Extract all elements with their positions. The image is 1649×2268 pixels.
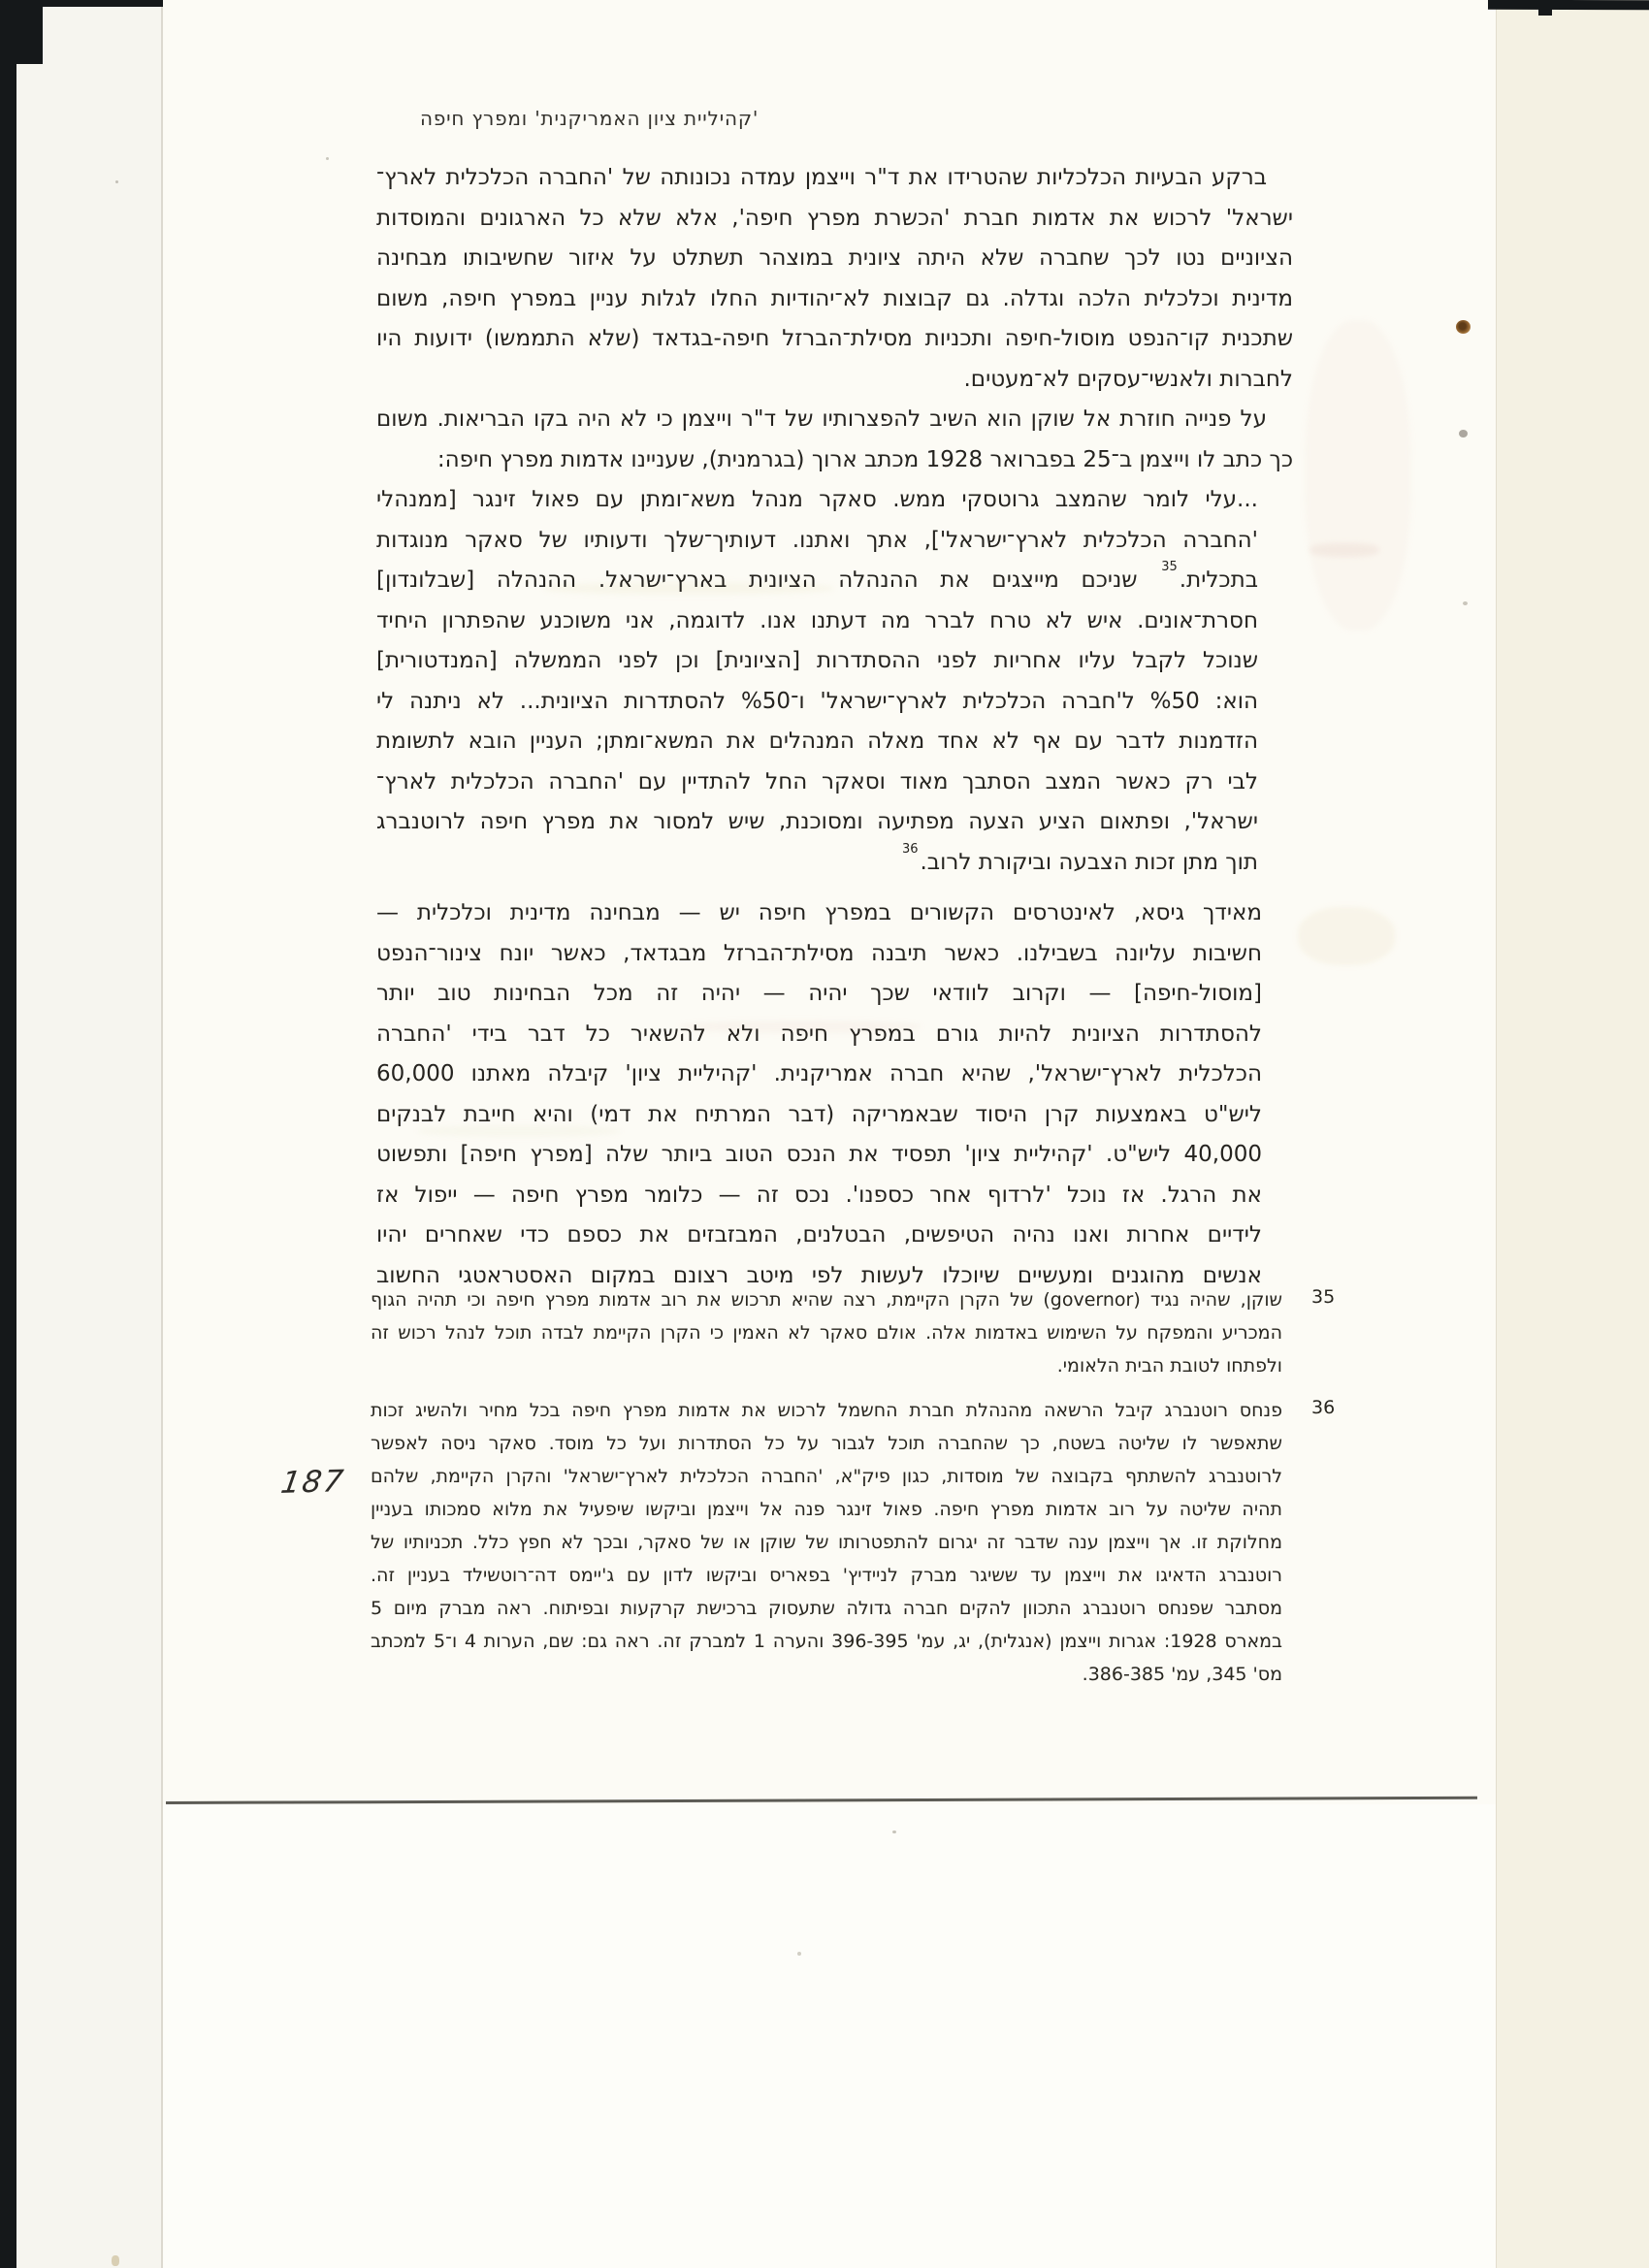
text-line: על פנייה חוזרת אל שוקן הוא השיב להפצרותיו של ד"ר וייצמן כי לא היה בקו הבריאות. משום	[376, 406, 1267, 432]
footnote-line: ולפתחו לטובת הבית הלאומי.	[1056, 1355, 1282, 1377]
text-segment: בתכלית.	[1179, 567, 1258, 593]
footnote-line: שתאפשר לו שליטה בשטח, כך שהחברה תוכל לגבור על כל הסתדרות ועל כל מוסד. סאקר ניסה לאפשר	[371, 1433, 1282, 1454]
footnote-line: מסתבר שפנחס רוטנברג התכוון להקים חברה גדולה שתעסוק ברכישת קרקעות ובפיתוח. ראה מברק מיום 5	[371, 1598, 1282, 1619]
letter-quote-2	[376, 893, 1262, 1296]
running-head: 'קהיליית ציון האמריקנית' ומפרץ חיפה	[420, 107, 760, 130]
scan-left-backing	[16, 0, 163, 2268]
gray-stain	[1459, 430, 1468, 437]
footnote-number-36: 36	[1311, 1397, 1336, 1418]
footnote-35	[371, 1283, 1282, 1382]
text-line: ישראל', ופתאום הציע הצעה מפתיעה ומסוכנת, שיש למסור את מפרץ חיפה לרוטנברג	[376, 809, 1258, 834]
text-line: 40,000 ליש"ט. 'קהיליית ציון' תפסיד את הנכס הטוב ביותר שלה [מפרץ חיפה] ותפשוט	[376, 1142, 1262, 1167]
text-line: 'החברה הכלכלית לארץ־ישראל'], אתך ואתנו. דעותיך־שלך ודעותיו של סאקר מנוגדות	[376, 527, 1258, 553]
text-line: כך כתב לו וייצמן ב־25 בפברואר 1928 מכתב ארוך (בגרמנית), שעניינו אדמות מפרץ חיפה:	[436, 446, 1293, 472]
footnote-number-35: 35	[1311, 1286, 1336, 1308]
scan-black-edge-top-left	[0, 0, 163, 7]
footnote-ref-35: 35	[1161, 560, 1178, 575]
text-line: לבי רק כאשר המצב הסתבך מאוד וסאקר החל להתדיין עם 'החברה הכלכלית לארץ־	[376, 768, 1258, 794]
dust-speck	[797, 1952, 801, 1956]
text-line	[376, 843, 1258, 884]
text-line: חשיבות עליונה בשבילנו. כאשר תיבנה מסילת־הברזל מבגדאד, כאשר יונח צינור־הנפט	[376, 940, 1262, 966]
bleedthrough-smudge	[1305, 320, 1411, 631]
scan-bottom-backing	[163, 1804, 1496, 2268]
footnote-ref-36: 36	[901, 841, 919, 857]
scan-black-corner	[0, 0, 43, 64]
text-line: ישראל' לרכוש את אדמות חברת 'הכשרת מפרץ חיפה', אלא שלא כל הארגונים והמוסדות	[376, 205, 1293, 231]
footnote-36	[371, 1394, 1282, 1691]
dust-speck	[115, 180, 118, 183]
text-line: הכלכלית לארץ־ישראל', שהיא חברה אמריקנית. 'קהיליית ציון' קיבלה מאתנו 60,000	[376, 1061, 1262, 1086]
footnote-line: רוטנברג הדאיגו את וייצמן עד ששיגר מברק לניידיץ' בפאריס וביקשו לדון עם ג'יימס דה־רוטשילד בעניין זה.	[371, 1565, 1282, 1586]
footnote-line: תהיה שליטה על רוב אדמות מפרץ חיפה. פאול זינגר פנה אל וייצמן וביקשו שיפעיל את מלוא סמכותו בעניין	[371, 1499, 1282, 1520]
text-line	[376, 561, 1258, 601]
footnote-line: במארס 1928: אגרות וייצמן (אנגלית), יג, עמ' 396-395 והערה 1 למברק זה. ראה גם: שם, הערות 4 ו־5 למכתב	[371, 1631, 1283, 1652]
text-line: שתכנית קו־הנפט מוסול-חיפה ותכניות מסילת־הברזל חיפה-בגדאד (שלא התממשו) ידועות היו	[376, 326, 1293, 351]
scan-black-edge-top-right	[1488, 0, 1649, 10]
text-segment: תוך מתן זכות הצבעה וביקורת לרוב.	[920, 849, 1258, 875]
text-line: ליש"ט באמצעות קרן היסוד שבאמריקה (דבר המרתיח את דמי) והיא חייבת לבנקים	[376, 1101, 1262, 1127]
text-line: לידיים אחרות ואנו נהיה הטיפשים, הבטלנים, המבזבזים את כספם כדי שאחרים יהיו	[376, 1222, 1262, 1247]
scan-black-edge-left	[0, 0, 16, 2268]
paragraph-1	[376, 158, 1293, 400]
bleedthrough-smudge	[1310, 543, 1379, 557]
footnote-line: מס' 345, עמ' 386-385.	[1082, 1664, 1282, 1685]
footnote-line: לרוטנברג להשתתף בקבוצה של מוסדות, כגון פיק"א, 'החברה הכלכלית לארץ־ישראל' והקרן הקיימת, שלהם	[371, 1466, 1282, 1487]
text-line: מאידך גיסא, לאינטרסים הקשורים במפרץ חיפה יש — מבחינה מדינית וכלכלית —	[376, 900, 1262, 925]
text-line: להסתדרות הציונית להיות גורם במפרץ חיפה ולא להשאיר כל דבר בידי 'החברה	[376, 1021, 1262, 1047]
footnote-line: פנחס רוטנברג קיבל הרשאה מהנהלת חברת החשמל לרכוש את אדמות מפרץ חיפה בכל מחיר ולהשיג זכות	[371, 1400, 1282, 1421]
dust-speck	[326, 157, 329, 160]
dust-speck	[892, 1831, 896, 1833]
bleedthrough-smudge	[1298, 907, 1395, 965]
tiny-stain	[1463, 601, 1468, 605]
text-line: שנוכל לקבל עליו אחריות לפני ההסתדרות [הציונית] וכן לפני הממשלה [המנדטורית]	[376, 648, 1258, 673]
text-line: הציוניים נטו לכך שחברה שלא היתה ציונית במוצהר תשתלט על איזור שחשיבותו מבחינה	[376, 245, 1293, 271]
scan-black-nub	[1538, 0, 1552, 16]
footnote-line: מחלוקת זו. אך וייצמן ענה שדבר זה יגרום להתפטרותו של שוקן או של סאקר, ובכך לא חפץ כלל. תכניותיו של	[371, 1532, 1282, 1553]
text-line: ברקע הבעיות הכלכליות שהטרידו את ד"ר וייצמן עמדה נכונותה של 'החברה הכלכלית לארץ־	[376, 165, 1267, 190]
text-segment: שניכם מייצגים את ההנהלה הציונית בארץ־ישראל. ההנהלה [שבלונדון]	[376, 567, 1160, 593]
text-line: הזדמנות לדבר עם אף לא אחד מאלה המנהלים את המשא־ומתן; העניין הובא לתשומת	[376, 729, 1258, 754]
text-line: את הרגל. אז נוכל 'לרדוף אחר כספנו'. נכס זה — כלומר מפרץ חיפה — ייפול אז	[376, 1182, 1262, 1208]
page-number: 187	[278, 1464, 348, 1501]
text-line: מדינית וכלכלית הלכה וגדלה. גם קבוצות לא־יהודיות החלו לגלות עניין במפרץ חיפה, משום	[376, 285, 1293, 311]
text-line: [מוסול-חיפה] — וקרוב לוודאי שכך יהיה — יהיה זה מכל הבחינות טוב יותר	[376, 981, 1262, 1006]
paragraph-2	[376, 400, 1293, 480]
text-line: הוא: %50 ל'חברה הכלכלית לארץ־ישראל' ו־%50 להסתדרות הציונית... לא ניתנה לי	[376, 688, 1259, 714]
text-line: אנשים מהוגנים ומעשיים שיוכלו לעשות לפי מיטב רצונם במקום האסטראטגי החשוב	[376, 1262, 1262, 1288]
footnote-line: שוקן, שהיה נגיד (governor) של הקרן הקיימת, רצה שהיא תרכוש את רוב אדמות מפרץ חיפה וכי תהיה הגוף	[371, 1289, 1282, 1311]
text-line: לחברות ולאנשי־עסקים לא־מעטים.	[963, 366, 1293, 392]
letter-quote-1	[376, 480, 1258, 883]
dust-speck	[112, 2255, 119, 2266]
text-line: חסרת־אונים. איש לא טרח לברר מה דעתנו אנו. לדוגמה, אני משוכנע שהפתרון היחיד	[376, 607, 1258, 633]
brown-stain	[1456, 320, 1471, 334]
scan-right-backing	[1496, 0, 1649, 2268]
footnote-line: המכריע והמפקח על השימוש באדמות אלה. אולם סאקר לא האמין כי הקרן הקיימת לבדה תוכל לנהל רכוש זה	[371, 1322, 1282, 1344]
text-line: ...עלי לומר שהמצב גרוטסקי ממש. סאקר מנהל משא־ומתן עם פאול זינגר [ממנהלי	[376, 487, 1258, 512]
